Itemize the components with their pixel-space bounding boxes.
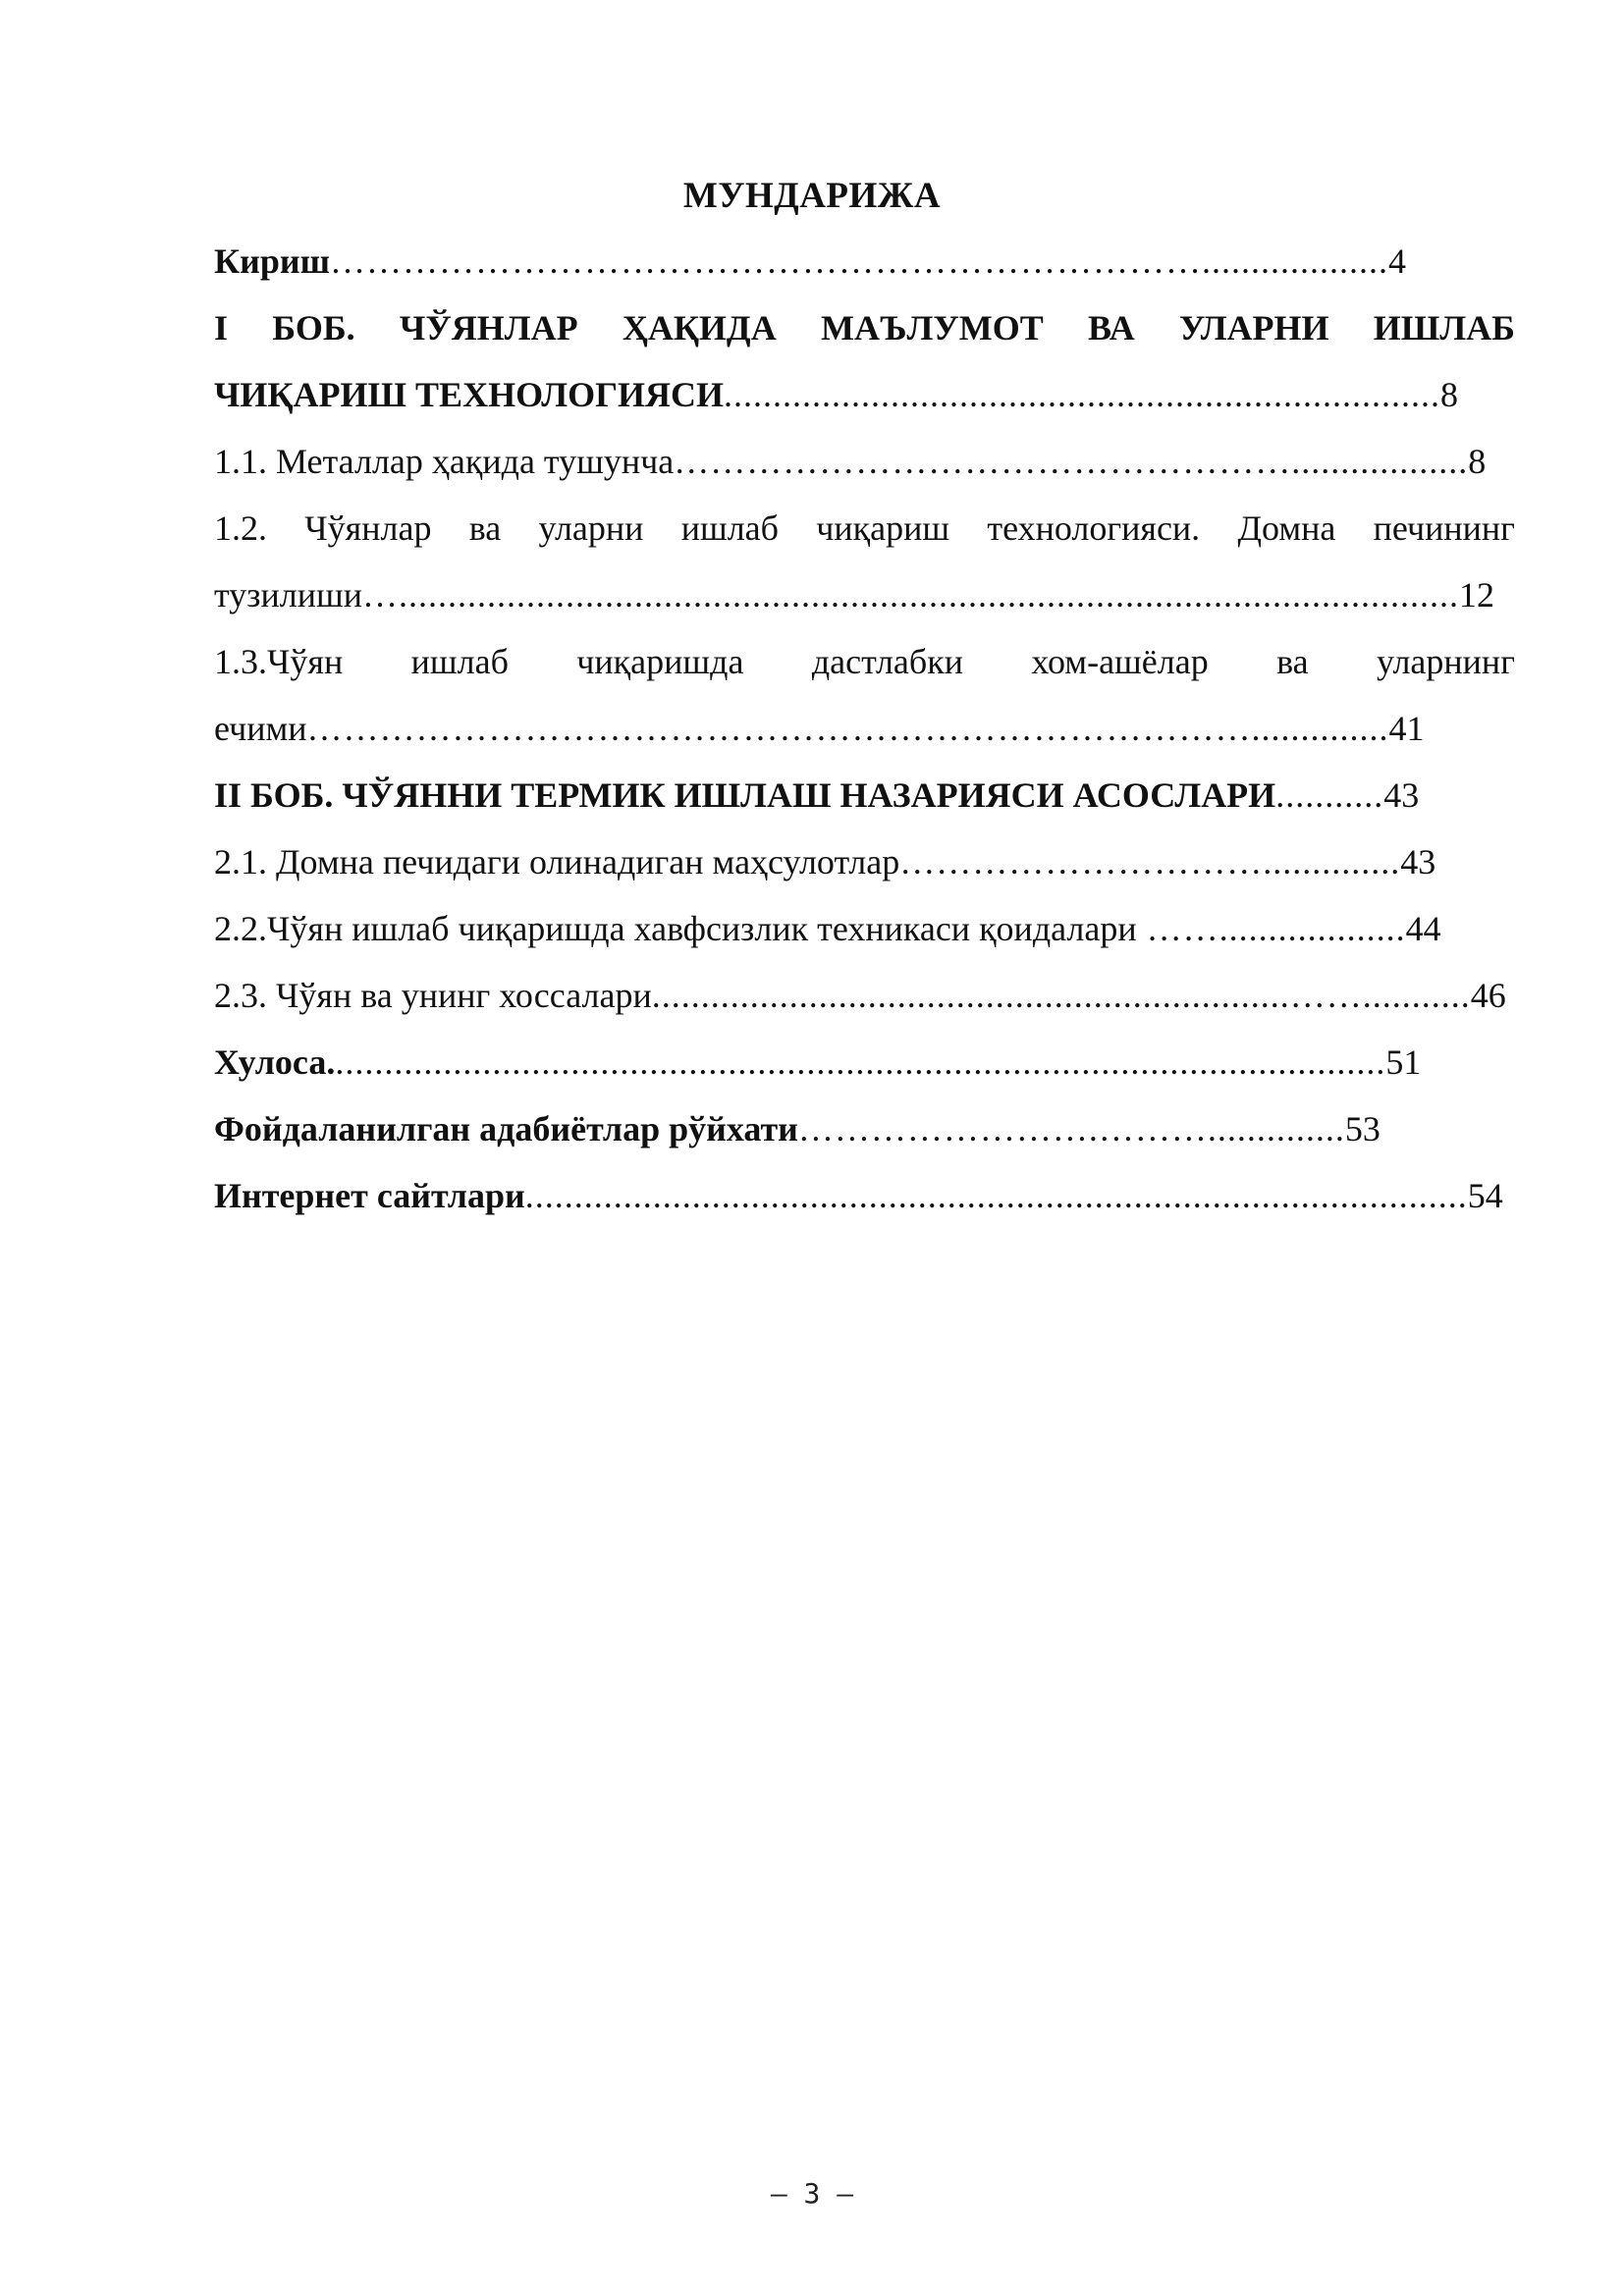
toc-entry-label: 2.2.Чўян ишлаб чиқаришда хавфсизлик техникаси қоидалари — [214, 909, 1137, 948]
toc-page-number: 43 — [1383, 775, 1420, 815]
page-number-footer: – 3 – — [770, 2177, 854, 2210]
table-of-contents — [214, 240, 1515, 1241]
toc-entry-label: ЧИҚАРИШ ТЕХНОЛОГИЯСИ — [214, 375, 725, 414]
toc-entry-label: Кириш — [214, 241, 331, 281]
toc-leader: …………………………………………….................. — [674, 442, 1469, 481]
toc-word: I — [214, 308, 229, 347]
toc-entry-1-1[interactable] — [214, 440, 1515, 507]
toc-word: ИШЛАБ — [1373, 308, 1515, 347]
toc-entry-2-1[interactable] — [214, 840, 1515, 907]
toc-page-number: 4 — [1388, 241, 1407, 281]
toc-leader: ................................................................................................ — [524, 1176, 1468, 1215]
toc-leader: ………………………….............. — [899, 842, 1401, 881]
toc-entry-2-2[interactable] — [214, 907, 1515, 974]
toc-word: 1.3.Чўян — [214, 642, 344, 681]
toc-entry-label: 2.1. Домна печидаги олинадиган маҳсулотлар — [214, 842, 900, 881]
toc-page-number: 46 — [1470, 976, 1506, 1015]
toc-word: ишлаб — [410, 642, 509, 681]
toc-leader: ........... — [1275, 775, 1384, 815]
toc-entry-label: тузилиши — [214, 575, 362, 614]
toc-entry-label: ечими — [214, 709, 307, 748]
toc-word: 1.2. — [214, 508, 267, 548]
toc-word: ва — [468, 508, 502, 548]
toc-word: ВА — [1088, 308, 1135, 347]
toc-word: ЧЎЯНЛАР — [399, 308, 578, 347]
toc-entry-label: Интернет сайтлари — [214, 1176, 525, 1215]
toc-entry-chapter-2[interactable] — [214, 774, 1515, 840]
toc-word: дастлабки — [811, 642, 963, 681]
toc-entry-references[interactable] — [214, 1107, 1515, 1174]
toc-entry-chapter-1-line-2[interactable] — [214, 373, 1515, 440]
toc-entry-label: Хулоса. — [214, 1042, 336, 1082]
toc-entry-label: Фойдаланилган адабиётлар рўйхати — [214, 1109, 798, 1148]
toc-entry-chapter-1-line-1[interactable] — [214, 306, 1515, 373]
toc-page-number: 44 — [1405, 909, 1441, 948]
toc-leader: .................................................................……........... — [651, 976, 1471, 1015]
toc-entry-1-2-line-2[interactable] — [214, 573, 1515, 640]
toc-word: печининг — [1373, 508, 1515, 548]
toc-page-number: 8 — [1440, 375, 1459, 414]
toc-word: ҲАҚИДА — [622, 308, 777, 347]
toc-entry-internet-sites[interactable] — [214, 1174, 1515, 1241]
toc-page-number: 12 — [1458, 575, 1494, 614]
toc-leader: …………………….……….............. — [797, 1109, 1345, 1148]
toc-word: ишлаб — [680, 508, 779, 548]
toc-leader: ......................................................................... — [724, 375, 1441, 414]
toc-word: МАЪЛУМОТ — [820, 308, 1044, 347]
toc-entry-1-2-line-1[interactable] — [214, 507, 1515, 573]
toc-word: БОБ. — [272, 308, 355, 347]
toc-word: уларнинг — [1377, 642, 1515, 681]
toc-entry-xulosa[interactable] — [214, 1041, 1515, 1107]
toc-word: технологияси. — [987, 508, 1201, 548]
toc-leader: ……................... — [1136, 909, 1406, 948]
toc-page-number: 43 — [1400, 842, 1436, 881]
toc-page-number: 41 — [1388, 709, 1425, 748]
toc-page-number: 53 — [1344, 1109, 1380, 1148]
toc-entry-label: 2.3. Чўян ва унинг хоссалари — [214, 976, 652, 1015]
toc-word: ва — [1276, 642, 1309, 681]
toc-entry-1-3-line-2[interactable] — [214, 707, 1515, 774]
toc-word: чиқаришда — [576, 642, 744, 681]
toc-word: УЛАРНИ — [1179, 308, 1329, 347]
toc-word: Чўянлар — [304, 508, 432, 548]
toc-word: Домна — [1237, 508, 1336, 548]
toc-word: чиқариш — [816, 508, 950, 548]
toc-page-number: 54 — [1467, 1176, 1503, 1215]
toc-page-number: 8 — [1468, 442, 1487, 481]
toc-leader: ………………………………………………………………................... — [330, 241, 1389, 281]
toc-entry-kirish[interactable] — [214, 240, 1515, 306]
toc-leader: …………………………………………………………………….............. — [306, 709, 1389, 748]
toc-word: уларни — [538, 508, 644, 548]
toc-leader: …............................................................................................................ — [361, 575, 1459, 614]
toc-leader: ........................................................................................................... — [335, 1042, 1386, 1082]
toc-entry-1-3-line-1[interactable] — [214, 640, 1515, 707]
toc-entry-label: II БОБ. ЧЎЯННИ ТЕРМИК ИШЛАШ НАЗАРИЯСИ АСОСЛАРИ — [214, 775, 1276, 815]
toc-entry-2-3[interactable] — [214, 974, 1515, 1041]
toc-entry-label: 1.1. Металлар ҳақида тушунча — [214, 442, 675, 481]
toc-word: хом-ашёлар — [1031, 642, 1209, 681]
toc-page-number: 51 — [1385, 1042, 1422, 1082]
toc-title: МУНДАРИЖА — [682, 176, 942, 216]
